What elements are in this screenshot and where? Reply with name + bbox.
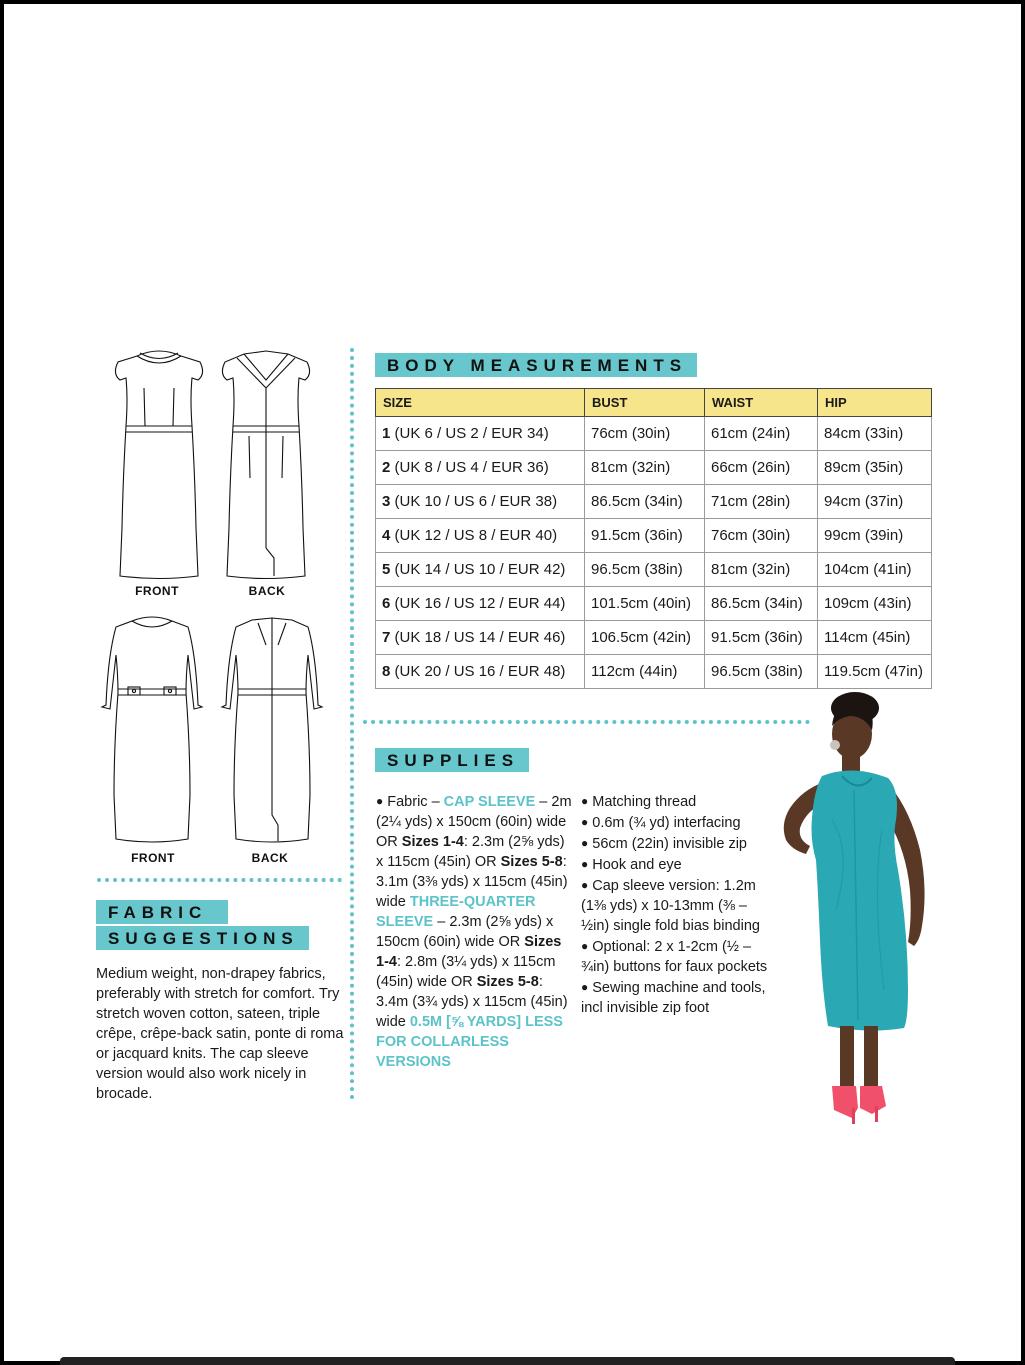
header-hip: HIP <box>818 389 932 417</box>
bullet-icon: ● <box>581 939 589 953</box>
size-cell <box>376 417 585 451</box>
list-item: ● 56cm (22in) invisible zip <box>581 836 747 852</box>
header-waist: WAIST <box>705 389 818 417</box>
size-number: 3 <box>382 493 391 510</box>
size-equivalents: (UK 16 / US 12 / EUR 44) <box>394 595 566 612</box>
sketch-label-bottom-front: FRONT <box>131 851 175 865</box>
size-equivalents: (UK 8 / US 4 / EUR 36) <box>394 459 549 476</box>
cap-sleeve-front-sketch <box>112 348 207 580</box>
size-equivalents: (UK 20 / US 16 / EUR 48) <box>394 663 566 680</box>
size-equivalents: (UK 14 / US 10 / EUR 42) <box>394 561 566 578</box>
size-cell <box>376 519 585 553</box>
size-equivalents: (UK 12 / US 8 / EUR 40) <box>394 527 558 544</box>
table-row <box>376 587 932 621</box>
bust-cell: 86.5cm (34in) <box>585 485 705 519</box>
bullet-icon: ● <box>581 980 589 994</box>
horizontal-dotted-divider-right <box>363 720 810 724</box>
size-cell <box>376 485 585 519</box>
size-number: 1 <box>382 425 391 442</box>
hip-cell: 119.5cm (47in) <box>818 655 932 689</box>
hip-cell: 89cm (35in) <box>818 451 932 485</box>
vertical-dotted-divider <box>350 348 354 1100</box>
waist-cell: 71cm (28in) <box>705 485 818 519</box>
bust-cell: 76cm (30in) <box>585 417 705 451</box>
table-row <box>376 519 932 553</box>
bullet-icon: ● <box>581 815 589 829</box>
hip-cell: 84cm (33in) <box>818 417 932 451</box>
size-cell <box>376 621 585 655</box>
table-row <box>376 417 932 451</box>
list-item: ● Optional: 2 x 1-2cm (½ – ¾in) buttons for faux pockets <box>581 939 768 975</box>
size-equivalents: (UK 10 / US 6 / EUR 38) <box>394 493 558 510</box>
supplies-right-list <box>581 791 769 1018</box>
cap-sleeve-back-sketch <box>219 348 314 580</box>
fabric-suggestions-text: Medium weight, non-drapey fabrics, preferably with stretch for comfort. Try stretch woven cotton, sateen, triple crêpe, crêpe-back satin, ponte di roma or jacquard knits. The cap sleeve version would also work nicely in brocade. <box>96 966 344 1102</box>
size-number: 5 <box>382 561 391 578</box>
size-cell <box>376 553 585 587</box>
bottom-edge-bar <box>60 1357 955 1365</box>
list-item: ● Sewing machine and tools, incl invisible zip foot <box>581 980 766 1016</box>
size-number: 4 <box>382 527 391 544</box>
three-quarter-sleeve-front-sketch <box>98 615 206 847</box>
waist-cell: 81cm (32in) <box>705 553 818 587</box>
bullet-icon: ● <box>581 794 589 808</box>
header-size: SIZE <box>376 389 585 417</box>
bullet-icon: ● <box>581 857 589 871</box>
horizontal-dotted-divider-left <box>97 878 342 882</box>
sketch-label-bottom-back: BACK <box>251 851 289 865</box>
size-equivalents: (UK 18 / US 14 / EUR 46) <box>394 629 566 646</box>
body-measurements-table <box>375 388 932 689</box>
hip-cell: 99cm (39in) <box>818 519 932 553</box>
supplies-heading: SUPPLIES <box>375 748 529 772</box>
bullet-icon: ● <box>581 878 589 892</box>
waist-cell: 96.5cm (38in) <box>705 655 818 689</box>
size-cell <box>376 655 585 689</box>
hip-cell: 104cm (41in) <box>818 553 932 587</box>
size-equivalents: (UK 6 / US 2 / EUR 34) <box>394 425 549 442</box>
waist-cell: 91.5cm (36in) <box>705 621 818 655</box>
table-header-row <box>376 389 932 417</box>
fabric-heading-line2: SUGGESTIONS <box>96 926 309 950</box>
size-cell <box>376 451 585 485</box>
size-number: 6 <box>382 595 391 612</box>
bullet-icon: ● <box>376 794 384 808</box>
hip-cell: 109cm (43in) <box>818 587 932 621</box>
hip-cell: 94cm (37in) <box>818 485 932 519</box>
waist-cell: 66cm (26in) <box>705 451 818 485</box>
fabric-heading-line1: FABRIC <box>96 900 228 924</box>
cap-sleeve-label: CAP SLEEVE <box>443 794 536 810</box>
bust-cell: 81cm (32in) <box>585 451 705 485</box>
list-item: ● 0.6m (¾ yd) interfacing <box>581 815 741 831</box>
bust-cell: 96.5cm (38in) <box>585 553 705 587</box>
header-bust: BUST <box>585 389 705 417</box>
size-cell <box>376 587 585 621</box>
table-row <box>376 655 932 689</box>
list-item: ● Hook and eye <box>581 857 682 873</box>
hip-cell: 114cm (45in) <box>818 621 932 655</box>
three-quarter-sleeve-back-sketch <box>218 615 326 847</box>
supplies-fabric-bullet: ● Fabric – CAP SLEEVE – 2m (2¼ yds) x 150cm (60in) wide OR Sizes 1-4: 2.3m (2⅝ yds) x 115cm (45in) OR Sizes 5-8: 3.1m (3⅜ yds) x 115cm (45in) wide THREE-QUARTER SLEEVE – 2.3m (2⅝ yds) x 150cm (60in) wide OR Sizes 1-4: 2.8m (3¼ yds) x 115cm (45in) wide OR Sizes 5-8: 3.4m (3¾ yds) x 115cm (45in) wide 0.5M [⅝ YARDS] LESS FOR COLLARLESS VERSIONS <box>376 794 572 1070</box>
size-number: 8 <box>382 663 391 680</box>
collarless-note: 0.5M [⅝ YARDS] LESS FOR COLLARLESS VERSIONS <box>376 1014 563 1070</box>
size-number: 7 <box>382 629 391 646</box>
bust-cell: 106.5cm (42in) <box>585 621 705 655</box>
table-row <box>376 485 932 519</box>
list-item: ● Cap sleeve version: 1.2m (1⅜ yds) x 10-13mm (⅜ –½in) single fold bias binding <box>581 878 760 934</box>
body-measurements-heading: BODY MEASUREMENTS <box>375 353 697 377</box>
bullet-icon: ● <box>581 836 589 850</box>
waist-cell: 76cm (30in) <box>705 519 818 553</box>
bust-cell: 112cm (44in) <box>585 655 705 689</box>
table-row <box>376 553 932 587</box>
three-quarter-sleeve-label: THREE-QUARTER SLEEVE <box>376 894 536 930</box>
list-item: ● Matching thread <box>581 794 697 810</box>
waist-cell: 86.5cm (34in) <box>705 587 818 621</box>
bust-cell: 101.5cm (40in) <box>585 587 705 621</box>
table-row <box>376 451 932 485</box>
table-row <box>376 621 932 655</box>
sketch-label-top-front: FRONT <box>135 584 179 598</box>
sketch-label-top-back: BACK <box>248 584 286 598</box>
size-number: 2 <box>382 459 391 476</box>
model-in-dress-photo <box>772 690 937 1130</box>
waist-cell: 61cm (24in) <box>705 417 818 451</box>
bust-cell: 91.5cm (36in) <box>585 519 705 553</box>
